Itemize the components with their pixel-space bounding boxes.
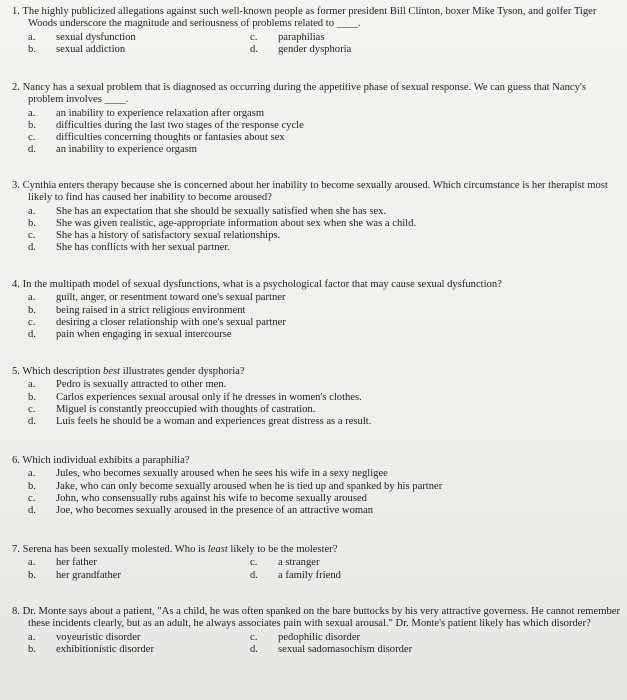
option-b: b. sexual addiction bbox=[28, 43, 126, 55]
option-d: d. pain when engaging in sexual intercourse bbox=[28, 329, 232, 341]
option-a: a. Pedro is sexually attracted to other men. bbox=[28, 379, 227, 391]
option-a: a. voyeuristic disorder bbox=[28, 631, 141, 643]
question-8 bbox=[12, 606, 620, 656]
option-b: b. Jake, who can only become sexually aroused when he is tied up and spanked by his partner bbox=[28, 480, 443, 492]
question-stem: 1. The highly publicized allegations against such well-known people as former president Bill Clinton, boxer Mike Tyson, and golfer Tiger Woods underscore the magnitude and seriousness of problems related to ____. bbox=[12, 6, 597, 30]
answer-options bbox=[12, 32, 620, 57]
question-stem: 3. Cynthia enters therapy because she is concerned about her inability to become sexually aroused. Which circumstance is her therapist most likely to find has caused her inability to become aroused? bbox=[12, 180, 608, 204]
option-a: a. She has an expectation that she should be sexually satisfied when she has sex. bbox=[28, 205, 387, 217]
question-4 bbox=[12, 279, 620, 341]
option-c: c. Miguel is constantly preoccupied with thoughts of castration. bbox=[28, 403, 316, 415]
option-b: b. her grandfather bbox=[28, 569, 121, 581]
option-d: d. gender dysphoria bbox=[250, 43, 352, 55]
question-2 bbox=[12, 82, 620, 157]
option-d: d. an inability to experience orgasm bbox=[28, 144, 198, 156]
option-b: b. Carlos experiences sexual arousal only if he dresses in women's clothes. bbox=[28, 391, 362, 403]
option-c: c. a stranger bbox=[250, 557, 320, 569]
question-7 bbox=[12, 544, 620, 582]
option-b: b. difficulties during the last two stages of the response cycle bbox=[28, 119, 304, 131]
question-stem: 8. Dr. Monte says about a patient, "As a child, he was often spanked on the bare buttocks by his very attractive governess. He cannot remember these incidents clearly, but as an adult, he always associates pain with sexual arousal." Dr. Monte's patient likely has which disorder? bbox=[12, 606, 621, 630]
option-c: c. paraphilias bbox=[250, 31, 325, 43]
question-stem: 5. Which description best illustrates gender dysphoria? bbox=[12, 366, 245, 377]
option-a: a. sexual dysfunction bbox=[28, 31, 136, 43]
option-b: b. She was given realistic, age-appropriate information about sex when she was a child. bbox=[28, 217, 417, 229]
option-d: d. sexual sadomasochism disorder bbox=[250, 643, 413, 655]
question-stem: 2. Nancy has a sexual problem that is diagnosed as occurring during the appetitive phase of sexual response. We can guess that Nancy's problem involves ____. bbox=[12, 82, 586, 106]
option-a: a. guilt, anger, or resentment toward one's sexual partner bbox=[28, 292, 286, 304]
option-c: c. difficulties concerning thoughts or fantasies about sex bbox=[28, 132, 285, 144]
option-c: c. pedophilic disorder bbox=[250, 631, 361, 643]
answer-options bbox=[12, 108, 620, 157]
answer-options bbox=[12, 468, 620, 517]
option-b: b. exhibitionistic disorder bbox=[28, 643, 154, 655]
answer-options bbox=[12, 632, 620, 657]
option-a: a. her father bbox=[28, 557, 97, 569]
option-c: c. She has a history of satisfactory sexual relationships. bbox=[28, 230, 281, 242]
question-stem: 4. In the multipath model of sexual dysfunctions, what is a psychological factor that may cause sexual dysfunction? bbox=[12, 279, 502, 290]
option-d: d. She has conflicts with her sexual partner. bbox=[28, 242, 230, 254]
question-stem: 6. Which individual exhibits a paraphilia? bbox=[12, 455, 190, 466]
answer-options bbox=[12, 206, 620, 255]
question-6 bbox=[12, 455, 620, 517]
option-c: c. John, who consensually rubs against his wife to become sexually aroused bbox=[28, 492, 367, 504]
option-d: d. Luis feels he should be a woman and experiences great distress as a result. bbox=[28, 416, 372, 428]
answer-options bbox=[12, 379, 620, 428]
question-5 bbox=[12, 366, 620, 428]
question-1 bbox=[12, 6, 620, 56]
option-a: a. Jules, who becomes sexually aroused when he sees his wife in a sexy negligee bbox=[28, 468, 388, 480]
option-d: d. a family friend bbox=[250, 569, 341, 581]
option-a: a. an inability to experience relaxation after orgasm bbox=[28, 107, 265, 119]
option-b: b. being raised in a strict religious environment bbox=[28, 304, 246, 316]
option-d: d. Joe, who becomes sexually aroused in the presence of an attractive woman bbox=[28, 505, 374, 517]
answer-options bbox=[12, 292, 620, 341]
answer-options bbox=[12, 557, 620, 582]
question-3 bbox=[12, 180, 620, 255]
question-stem: 7. Serena has been sexually molested. Who is least likely to be the molester? bbox=[12, 544, 338, 555]
option-c: c. desiring a closer relationship with one's sexual partner bbox=[28, 316, 286, 328]
